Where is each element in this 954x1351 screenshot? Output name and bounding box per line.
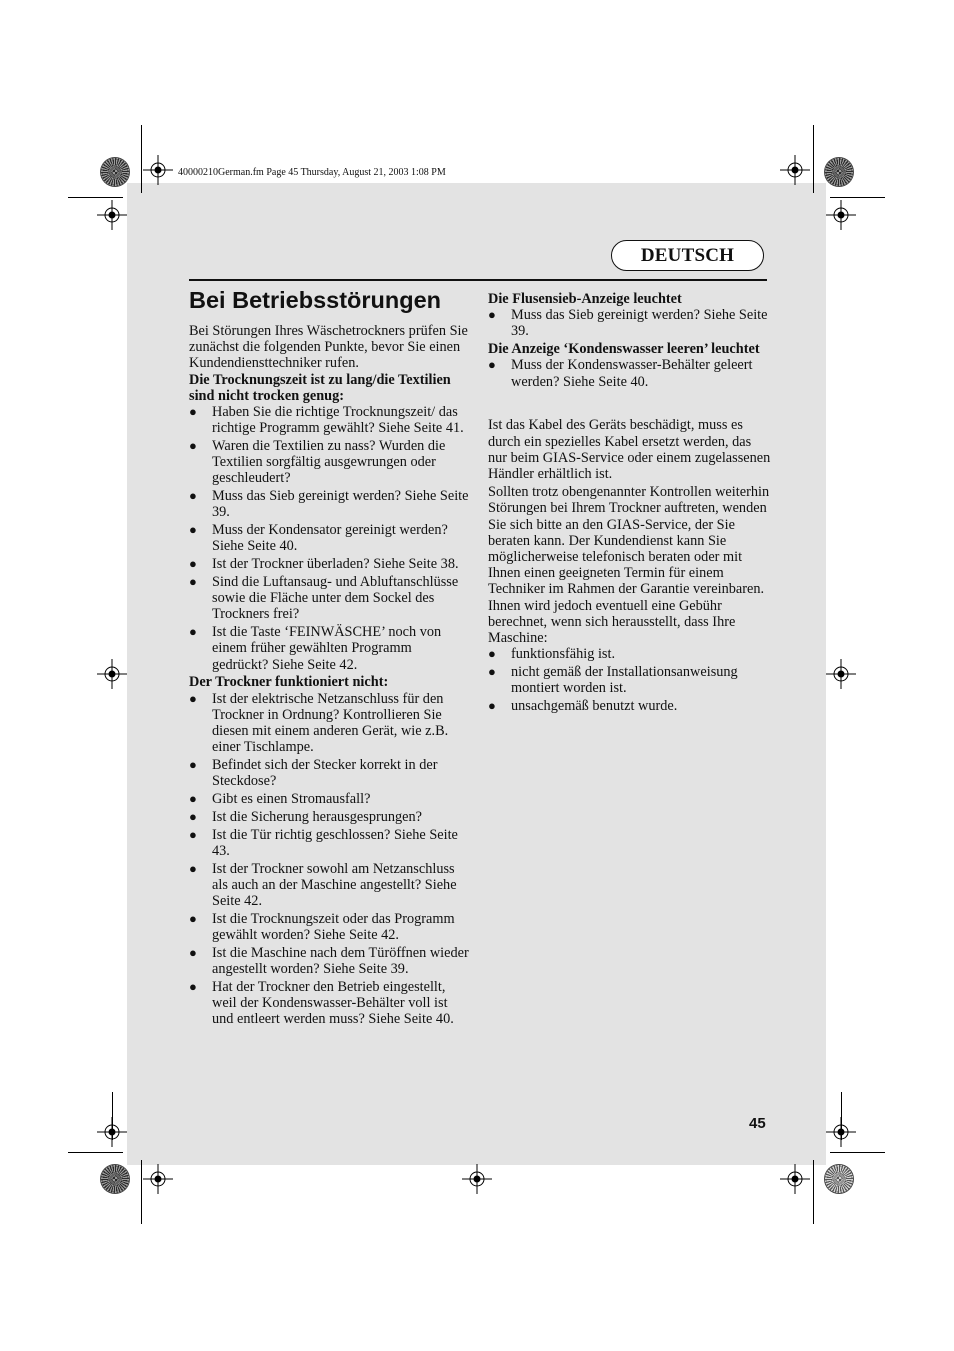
crop-mark bbox=[830, 1152, 885, 1153]
spacer bbox=[488, 391, 773, 417]
color-calibration-mark bbox=[825, 158, 853, 186]
list-item: ● nicht gemäß der Installationsanweisung montiert worden ist. bbox=[488, 664, 738, 697]
bullet-icon: ● bbox=[189, 574, 197, 590]
list-item: ● unsachgemäß benutzt wurde. bbox=[488, 698, 678, 715]
list-item: ● Befindet sich der Stecker korrekt in der Steckdose? bbox=[189, 757, 438, 790]
list-item: ● Ist die Sicherung herausgesprungen? bbox=[189, 808, 423, 825]
list-item: ● Ist die Tür richtig geschlossen? Siehe Seite 43. bbox=[189, 826, 458, 859]
bullet-icon: ● bbox=[488, 646, 496, 662]
list-item: ● Gibt es einen Stromausfall? bbox=[189, 791, 371, 808]
list-item: ● funktionsfähig ist. bbox=[488, 646, 616, 663]
right-column bbox=[488, 291, 773, 716]
service-conditions-list bbox=[488, 646, 773, 714]
section-heading-lint-filter: Die Flusensieb-Anzeige leuchtet bbox=[488, 291, 682, 307]
bullet-icon: ● bbox=[189, 826, 197, 842]
bullet-icon: ● bbox=[189, 488, 197, 504]
bullet-icon: ● bbox=[189, 944, 197, 960]
service-note: Sollten trotz obengenannter Kontrollen weiterhin Störungen bei Ihrem Trockner auftreten, wenden Sie sich bitte an den GIAS-Service, der Sie beraten kann. Der Kundendienst kann Sie möglicherweise telefonisch beraten oder mit Ihnen einen geeigneten Termin für einem Techniker im Rahmen der Garantie vereinbaren. Ihnen wird jedoch eventuell eine Gebühr berechnet, wenn sich herausstellt, dass Ihre Maschine: bbox=[488, 484, 770, 647]
list-item: ● Hat der Trockner den Betrieb eingestellt, weil der Kondenswasser-Behälter voll ist und entleert werden muss? Siehe Seite 40. bbox=[189, 978, 454, 1028]
section-heading-not-working: Der Trockner funktioniert nicht: bbox=[189, 674, 389, 691]
bullet-icon: ● bbox=[488, 698, 496, 714]
crop-mark bbox=[141, 125, 142, 193]
bullet-icon: ● bbox=[189, 757, 197, 773]
bullet-icon: ● bbox=[189, 438, 197, 454]
registration-mark bbox=[143, 155, 173, 185]
list-item: ● Waren die Textilien zu nass? Wurden die Textilien sorgfältig ausgewrungen oder geschleudert? bbox=[189, 438, 446, 487]
bullet-icon: ● bbox=[488, 664, 496, 680]
language-badge: DEUTSCH bbox=[611, 240, 764, 271]
list-item: ● Ist die Maschine nach dem Türöffnen wieder angestellt worden? Siehe Seite 39. bbox=[189, 944, 469, 978]
bullet-icon: ● bbox=[488, 357, 496, 373]
list-item: ● Ist die Trocknungszeit oder das Programm gewählt worden? Siehe Seite 42. bbox=[189, 910, 455, 944]
list-item: ● Sind die Luftansaug- und Abluftanschlüsse sowie die Fläche unter dem Sockel des Trockners frei? bbox=[189, 574, 459, 623]
left-column bbox=[189, 323, 469, 1029]
drying-time-checklist bbox=[189, 404, 469, 673]
registration-mark bbox=[462, 1164, 492, 1194]
header-rule bbox=[189, 279, 767, 281]
list-item: ● Haben Sie die richtige Trocknungszeit/ das richtige Programm gewählt? Siehe Seite 41. bbox=[189, 404, 464, 437]
crop-mark bbox=[68, 197, 123, 198]
registration-mark bbox=[826, 1117, 856, 1147]
registration-mark bbox=[826, 659, 856, 689]
list-item: ● Ist der Trockner überladen? Siehe Seite 38. bbox=[189, 556, 459, 573]
registration-mark bbox=[780, 155, 810, 185]
registration-mark bbox=[97, 200, 127, 230]
crop-mark bbox=[830, 197, 885, 198]
bullet-icon: ● bbox=[189, 690, 197, 706]
print-slug: 40000210German.fm Page 45 Thursday, August 21, 2003 1:08 PM bbox=[178, 167, 446, 178]
crop-mark bbox=[141, 1160, 142, 1224]
registration-mark bbox=[780, 1164, 810, 1194]
intro-paragraph: Bei Störungen Ihres Wäschetrockners prüfen Sie zunächst die folgenden Punkte, bevor Sie einen Kundendiensttechniker rufen. bbox=[189, 323, 468, 372]
page-title: Bei Betriebsstörungen bbox=[189, 287, 442, 313]
list-item: ● Muss das Sieb gereinigt werden? Siehe Seite 39. bbox=[189, 488, 469, 521]
condensed-water-checklist bbox=[488, 357, 773, 389]
crop-mark bbox=[813, 125, 814, 193]
registration-mark bbox=[143, 1164, 173, 1194]
bullet-icon: ● bbox=[189, 978, 197, 994]
registration-mark bbox=[97, 1117, 127, 1147]
color-calibration-mark bbox=[101, 158, 129, 186]
list-item: ● Ist der elektrische Netzanschluss für den Trockner in Ordnung? Kontrollieren Sie diesen mit einem anderen Gerät, wie z.B. einer Tischlampe. bbox=[189, 690, 449, 756]
cable-note: Ist das Kabel des Geräts beschädigt, muss es durch ein spezielles Kabel ersetzt werden, das nur beim GIAS-Service oder einem zugelassenen Händler erhältlich ist. bbox=[488, 417, 771, 483]
color-calibration-mark bbox=[825, 1165, 853, 1193]
section-heading-condensed-water: Die Anzeige ‘Kondenswasser leeren’ leuchtet bbox=[488, 341, 760, 358]
list-item: ● Ist der Trockner sowohl am Netzanschluss als auch an der Maschine angestellt? Siehe Seite 42. bbox=[189, 860, 457, 910]
bullet-icon: ● bbox=[189, 624, 197, 640]
list-item: ● Muss der Kondenswasser-Behälter geleert werden? Siehe Seite 40. bbox=[488, 357, 753, 390]
registration-mark bbox=[97, 659, 127, 689]
lint-filter-checklist bbox=[488, 307, 773, 339]
color-calibration-mark bbox=[101, 1165, 129, 1193]
bullet-icon: ● bbox=[189, 522, 197, 538]
bullet-icon: ● bbox=[189, 404, 197, 420]
bullet-icon: ● bbox=[189, 808, 197, 824]
list-item: ● Muss das Sieb gereinigt werden? Siehe Seite 39. bbox=[488, 307, 768, 340]
bullet-icon: ● bbox=[189, 860, 197, 876]
not-working-checklist bbox=[189, 691, 469, 1028]
section-heading-drying-time: Die Trocknungszeit ist zu lang/die Textilien sind nicht trocken genug: bbox=[189, 371, 451, 404]
bullet-icon: ● bbox=[488, 307, 496, 323]
registration-mark bbox=[826, 200, 856, 230]
bullet-icon: ● bbox=[189, 910, 197, 926]
list-item: ● Ist die Taste ‘FEINWÄSCHE’ noch von einem früher gewählten Programm gedrückt? Siehe Seite 42. bbox=[189, 624, 442, 673]
page-number: 45 bbox=[749, 1115, 766, 1132]
crop-mark bbox=[68, 1152, 123, 1153]
list-item: ● Muss der Kondensator gereinigt werden? Siehe Seite 40. bbox=[189, 522, 448, 555]
bullet-icon: ● bbox=[189, 791, 197, 807]
bullet-icon: ● bbox=[189, 556, 197, 572]
crop-mark bbox=[813, 1160, 814, 1224]
